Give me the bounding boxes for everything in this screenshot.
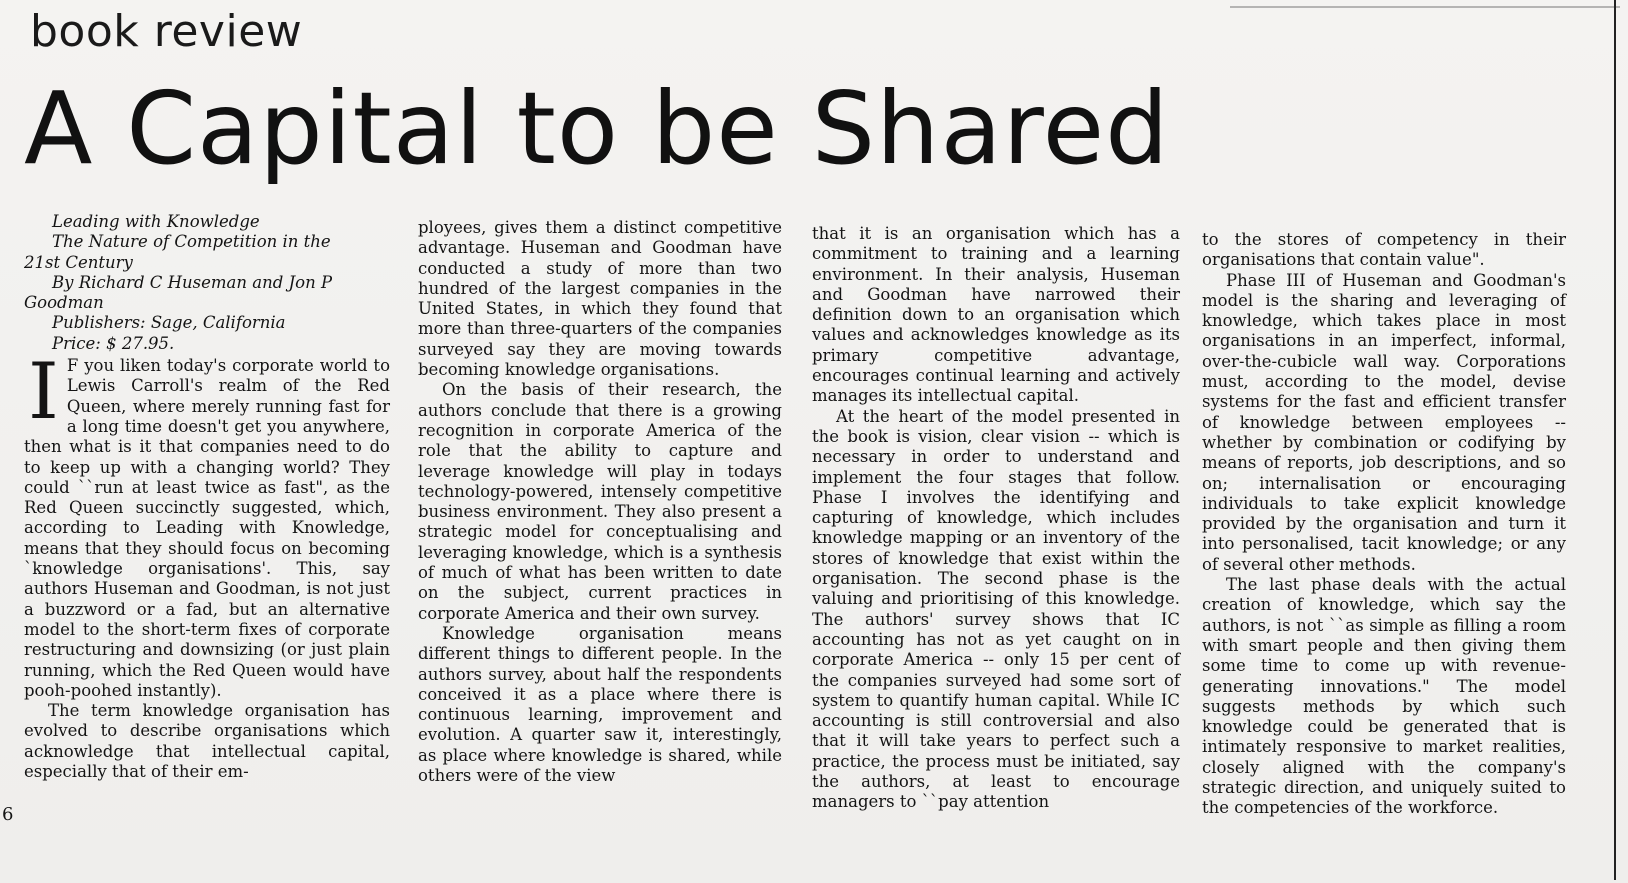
scan-edge-top — [1230, 6, 1620, 8]
paragraph-7: At the heart of the model presented in the book is vision, clear vision -- which is necessary in order to understand and implement the four stages that follow. Phase I involves the identifying and capturing of knowledge, which includes knowledge mapping or an inventory of the stores of knowledge that exist within the organisation. The second phase is the valuing and prioritising of this knowledge. The authors' survey shows that IC accounting has not as yet caught on in corporate America -- only 15 per cent of the companies surveyed had some sort of system to quantify human capital. While IC accounting is still controversial and also that it will take years to perfect such a practice, the process must be initiated, say the authors, at least to encourage managers to ``pay attention — [812, 406, 1180, 812]
book-authors-line1: By Richard C Huseman and Jon P — [52, 272, 333, 292]
column-2 — [418, 218, 782, 786]
scan-edge-right — [1614, 0, 1616, 880]
column-1 — [24, 212, 390, 782]
column-4 — [1202, 230, 1566, 819]
drop-cap: I — [28, 347, 59, 438]
headline: A Capital to be Shared — [24, 70, 1170, 187]
page-number: 6 — [2, 804, 14, 825]
paragraph-2: The term knowledge organisation has evolved to describe organisations which acknowledge that intellectual capital, especially that of their em- — [24, 701, 390, 782]
paragraph-9: Phase III of Huseman and Goodman's model is the sharing and leveraging of knowledge, which takes place in most organisations in an imperfect, informal, over-the-cubicle wall way. Corporations must, according to the model, devise systems for the fast and efficient transfer of knowledge between employees -- whether by combination or codifying by means of reports, job descriptions, and so on; internalisation or encouraging individuals to take explicit knowledge provided by the organisation and turn it into personalised, tacit knowledge; or any of several other methods. — [1202, 270, 1566, 574]
paragraph-1-text: F you liken today's corporate world to Lewis Carroll's realm of the Red Queen, where merely running fast for a long time doesn't get you anywhere, then what is it that companies need to do to keep up with a changing world? They could ``run at least twice as fast", as the Red Queen succinctly suggested, which, according to Leading with Knowledge, means that they should focus on becoming `knowledge organisations'. This, say authors Huseman and Goodman, is not just a buzzword or a fad, but an alternative model to the short-term fixes of corporate restructuring and downsizing (or just plain running, which the Red Queen would have pooh-poohed instantly). — [24, 356, 390, 700]
paragraph-4: On the basis of their research, the authors conclude that there is a growing recognition in corporate America of the role that the ability to capture and leverage knowledge will play in todays technology-powered, intensely competitive business environment. They also present a strategic model for conceptualising and leveraging knowledge, which is a synthesis of much of what has been written to date on the subject, current practices in corporate America and their own survey. — [418, 380, 782, 623]
paragraph-5: Knowledge organisation means different things to different people. In the authors survey, about half the respondents conceived it as a place where there is continuous learning, improvement and evolution. A quarter saw it, interestingly, as place where knowledge is shared, while others were of the view — [418, 623, 782, 786]
column-3 — [812, 224, 1180, 813]
book-title: Leading with Knowledge — [52, 212, 260, 231]
book-price: Price: $ 27.95. — [52, 333, 175, 353]
paragraph-6: that it is an organisation which has a commitment to training and a learning environment. In their analysis, Huseman and Goodman have narrowed their definition down to an organisation which values and acknowledges knowledge as its primary competitive advantage, encourages continual learning and actively manages its intellectual capital. — [812, 224, 1180, 406]
book-details — [24, 212, 390, 354]
book-subtitle-line1: The Nature of Competition in the — [52, 232, 331, 252]
book-authors-line2: Goodman — [24, 293, 104, 313]
paragraph-10: The last phase deals with the actual creation of knowledge, which say the authors, is not ``as simple as filling a room with smart people and then giving them some time to come up with revenue-generating innovations." The model suggests methods by which such knowledge could be generated that is intimately responsive to market realities, closely aligned with the company's strategic direction, and uniquely suited to the competencies of the workforce. — [1202, 575, 1566, 818]
paragraph-3: ployees, gives them a distinct competitive advantage. Huseman and Goodman have conducted a study of more than two hundred of the largest companies in the United States, in which they found that more than three-quarters of the companies surveyed say they are moving towards becoming knowledge organisations. — [418, 218, 782, 380]
section-label: book review — [30, 6, 303, 57]
book-publisher: Publishers: Sage, California — [52, 313, 286, 333]
book-subtitle-line2: 21st Century — [24, 252, 133, 272]
paragraph-1 — [24, 347, 390, 701]
paragraph-8: to the stores of competency in their organisations that contain value". — [1202, 230, 1566, 270]
